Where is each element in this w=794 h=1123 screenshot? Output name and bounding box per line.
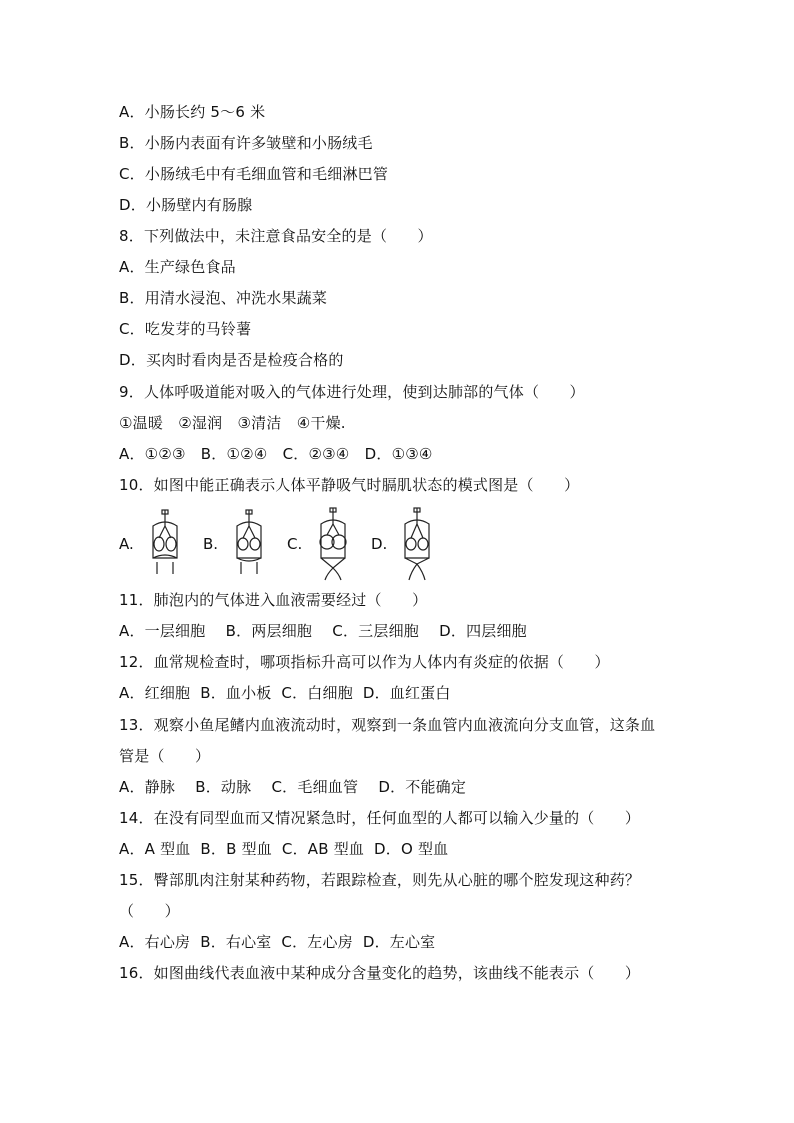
text-line: A．①②③ B．①②④ C．②③④ D．①③④	[119, 445, 433, 463]
question-8: 8．下列做法中，未注意食品安全的是（ ）	[119, 227, 433, 245]
text-line: A．红细胞 B．血小板 C．白细胞 D．血红蛋白	[119, 684, 451, 702]
diaphragm-figures	[119, 506, 459, 582]
diaphragm-diagram-d	[397, 506, 437, 582]
diaphragm-diagram-b	[229, 506, 269, 576]
question-11: 11．肺泡内的气体进入血液需要经过（ ）	[119, 591, 428, 609]
figure-option-label: A.	[119, 535, 134, 553]
text-line: D．买肉时看肉是否是检疫合格的	[119, 351, 344, 369]
question-14: 14．在没有同型血而又情况紧急时，任何血型的人都可以输入少量的（ ）	[119, 809, 641, 827]
text-line: A．小肠长约 5～6 米	[119, 103, 266, 121]
figure-option-label: B.	[203, 535, 219, 553]
text-line: A．A 型血 B．B 型血 C．AB 型血 D．O 型血	[119, 840, 449, 858]
text-line: D．小肠壁内有肠腺	[119, 196, 253, 214]
question-12: 12．血常规检查时，哪项指标升高可以作为人体内有炎症的依据（ ）	[119, 653, 610, 671]
question-15: 15．臀部肌肉注射某种药物，若跟踪检查，则先从心脏的哪个腔发现这种药？	[119, 871, 641, 889]
text-line: A．静脉 B．动脉 C．毛细血管 D．不能确定	[119, 778, 467, 796]
text-line: C．小肠绒毛中有毛细血管和毛细淋巴管	[119, 165, 389, 183]
text-line: 管是（ ）	[119, 747, 211, 765]
text-line: ①温暖 ②湿润 ③清洁 ④干燥.	[119, 414, 346, 432]
question-13: 13．观察小鱼尾鳍内血液流动时，观察到一条血管内血液流向分支血管，这条血	[119, 716, 656, 734]
text-line: A．右心房 B．右心室 C．左心房 D．左心室	[119, 933, 436, 951]
question-16: 16．如图曲线代表血液中某种成分含量变化的趋势，该曲线不能表示（ ）	[119, 964, 641, 982]
figure-option-label: C.	[287, 535, 303, 553]
diaphragm-diagram-c	[313, 506, 353, 582]
text-line: A．生产绿色食品	[119, 258, 236, 276]
diaphragm-diagram-a	[145, 506, 185, 576]
text-line: （ ）	[119, 902, 180, 920]
question-9: 9．人体呼吸道能对吸入的气体进行处理，使到达肺部的气体（ ）	[119, 383, 585, 401]
question-10: 10．如图中能正确表示人体平静吸气时膈肌状态的模式图是（ ）	[119, 476, 580, 494]
text-line: A．一层细胞 B．两层细胞 C．三层细胞 D．四层细胞	[119, 622, 527, 640]
text-line: B．用清水浸泡、冲洗水果蔬菜	[119, 289, 328, 307]
text-line: B．小肠内表面有许多皱壁和小肠绒毛	[119, 134, 373, 152]
figure-option-label: D.	[371, 535, 388, 553]
text-line: C．吃发芽的马铃薯	[119, 320, 252, 338]
